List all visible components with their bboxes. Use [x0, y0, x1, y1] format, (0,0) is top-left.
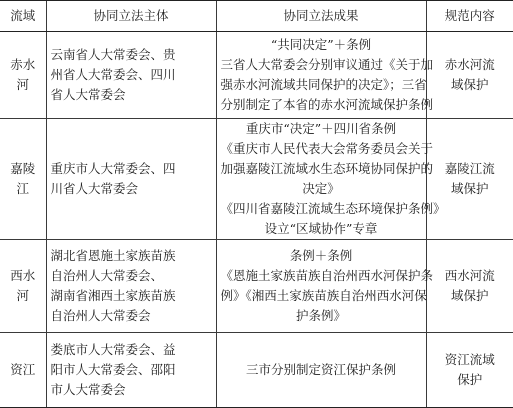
result-line: 《四川省嘉陵江流域生态环境保护条例》 — [220, 201, 446, 216]
subject-line: 州省人大常委会、四川 — [50, 67, 176, 82]
content-line: 域保护 — [450, 288, 489, 303]
basin-line: 河 — [16, 77, 29, 92]
result-line: 加强嘉陵江流域水生态环境协同保护的 — [220, 161, 434, 176]
subject-line: 省人大常委会 — [50, 87, 126, 102]
result-cell — [216, 32, 434, 119]
content-cell — [426, 333, 513, 408]
subject-line: 阳市人大常委会、邵阳 — [50, 362, 176, 377]
basin-line: 资江 — [10, 362, 36, 377]
result-cell — [216, 119, 446, 240]
table-row — [0, 32, 513, 119]
subject-line: 娄底市人大常委会、益 — [50, 342, 176, 357]
content-line: 保护 — [457, 372, 483, 387]
result-line: “共同决定”＋条例 — [270, 37, 372, 52]
subject-line: 自治州人大常委会、 — [50, 268, 164, 283]
result-cell — [216, 333, 426, 408]
result-line: 《恩施土家族苗族自治州西水河保护条 — [220, 268, 434, 283]
subject-cell — [46, 32, 216, 119]
header-result: 协同立法成果 — [216, 1, 426, 32]
result-cell — [216, 240, 434, 333]
result-line: 分别制定了本省的赤水河流域保护条例 — [220, 97, 434, 112]
result-line: 例》《湘西土家族苗族自治州西水河保 — [220, 288, 427, 303]
basin-cell — [0, 333, 46, 408]
basin-line: 西水 — [10, 268, 36, 283]
result-line: 设立“区域协作”专章 — [264, 221, 378, 236]
content-line: 嘉陵江流 — [444, 161, 495, 176]
subject-cell — [46, 333, 216, 408]
header-content: 规范内容 — [426, 1, 513, 32]
result-line: 《重庆市人民代表大会常务委员会关于 — [220, 141, 434, 156]
table-header-row — [0, 1, 513, 32]
subject-cell — [46, 240, 216, 333]
content-line: 域保护 — [450, 181, 489, 196]
content-line: 域保护 — [450, 77, 489, 92]
result-line: 重庆市“决定”＋四川省条例 — [245, 121, 397, 136]
table-row — [0, 119, 513, 240]
result-line: 条例＋条例 — [289, 248, 353, 263]
content-line: 资江流域 — [444, 352, 495, 367]
basin-line: 嘉陵 — [10, 161, 36, 176]
subject-line: 重庆市人大常委会、四 — [50, 161, 176, 176]
content-cell — [426, 32, 513, 119]
content-line: 西水河流 — [444, 268, 495, 283]
content-line: 赤水河流 — [444, 57, 495, 72]
subject-line: 川省人大常委会 — [50, 181, 139, 196]
table-row — [0, 333, 513, 408]
basin-line: 赤水 — [10, 57, 36, 72]
subject-line: 自治州人大常委会 — [50, 308, 151, 323]
result-line: 强赤水河流域共同保护的决定》；三省 — [220, 77, 427, 92]
table-row — [0, 240, 513, 333]
result-line: 三省人大常委会分别审议通过《关于加 — [220, 57, 434, 72]
subject-cell — [46, 119, 216, 240]
header-basin: 流域 — [0, 1, 46, 32]
content-cell — [426, 119, 513, 240]
subject-line: 市人大常委会 — [50, 382, 126, 397]
result-line: 护条例》 — [295, 308, 346, 323]
subject-line: 湖北省恩施土家族苗族 — [50, 248, 176, 263]
result-line: 决定》 — [302, 181, 340, 196]
result-line: 三市分别制定资江保护条例 — [245, 362, 396, 377]
header-subject: 协同立法主体 — [46, 1, 216, 32]
basin-cell — [0, 240, 46, 333]
basin-line: 江 — [16, 181, 29, 196]
basin-line: 河 — [16, 288, 29, 303]
basin-cell — [0, 32, 46, 119]
subject-line: 湖南省湘西土家族苗族 — [50, 288, 176, 303]
content-cell — [426, 240, 513, 333]
subject-line: 云南省人大常委会、贵 — [50, 47, 176, 62]
basin-cell — [0, 119, 46, 240]
